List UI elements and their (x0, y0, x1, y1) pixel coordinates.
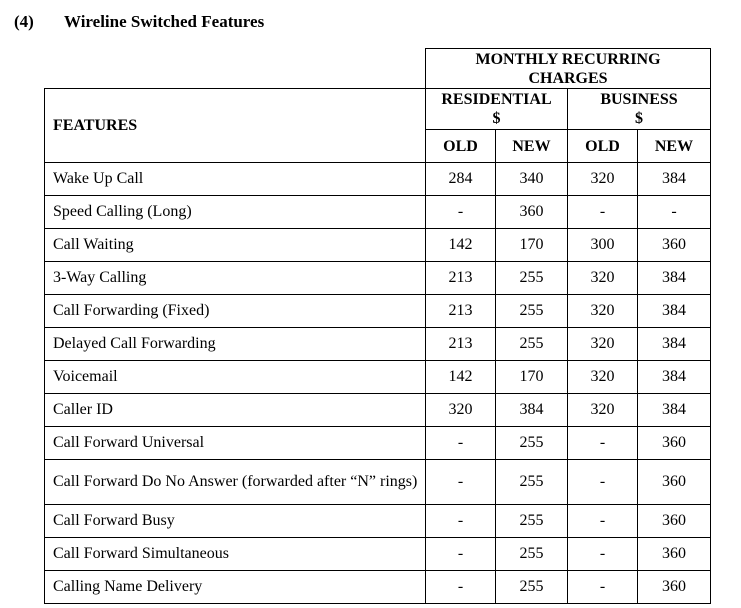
residential-new-cell: 384 (496, 394, 568, 427)
business-old-cell: - (568, 427, 638, 460)
feature-cell: Call Forward Universal (45, 427, 426, 460)
feature-cell: Voicemail (45, 361, 426, 394)
feature-cell: Speed Calling (Long) (45, 196, 426, 229)
features-header: FEATURES (45, 89, 426, 163)
residential-new-cell: 360 (496, 196, 568, 229)
table-row (45, 328, 711, 361)
table-row (45, 505, 711, 538)
feature-cell: Calling Name Delivery (45, 571, 426, 604)
business-old-cell: 320 (568, 295, 638, 328)
residential-old-cell: - (426, 196, 496, 229)
business-old-cell: - (568, 460, 638, 505)
residential-old-cell: 284 (426, 163, 496, 196)
business-old-cell: - (568, 196, 638, 229)
residential-old-cell: - (426, 505, 496, 538)
features-table-container (44, 48, 710, 608)
table-row (45, 196, 711, 229)
feature-cell: Call Forward Do No Answer (forwarded after “N” rings) (45, 460, 426, 505)
section-title: Wireline Switched Features (64, 12, 265, 31)
residential-new-cell: 255 (496, 262, 568, 295)
blank-corner (45, 49, 426, 89)
business-new-cell: 384 (638, 328, 711, 361)
business-old-cell: - (568, 571, 638, 604)
business-old-cell: 300 (568, 229, 638, 262)
table-row (45, 460, 711, 505)
features-table (44, 48, 711, 604)
business-new-cell: 360 (638, 460, 711, 505)
residential-header: RESIDENTIAL $ (426, 89, 568, 130)
business-old-header: OLD (568, 130, 638, 163)
business-new-cell: 384 (638, 262, 711, 295)
residential-new-cell: 255 (496, 505, 568, 538)
business-new-cell: 360 (638, 229, 711, 262)
residential-old-header: OLD (426, 130, 496, 163)
residential-old-cell: - (426, 427, 496, 460)
residential-new-cell: 255 (496, 460, 568, 505)
residential-old-cell: - (426, 571, 496, 604)
feature-cell: Delayed Call Forwarding (45, 328, 426, 361)
residential-old-cell: 213 (426, 295, 496, 328)
table-row (45, 262, 711, 295)
category-header-row (45, 89, 711, 130)
business-new-cell: 360 (638, 538, 711, 571)
table-row (45, 361, 711, 394)
residential-new-cell: 255 (496, 571, 568, 604)
business-old-cell: 320 (568, 262, 638, 295)
group-header-row (45, 49, 711, 89)
business-old-cell: 320 (568, 394, 638, 427)
residential-old-cell: 142 (426, 229, 496, 262)
residential-old-cell: 320 (426, 394, 496, 427)
residential-old-cell: - (426, 460, 496, 505)
residential-old-cell: - (426, 538, 496, 571)
business-new-cell: - (638, 196, 711, 229)
business-new-cell: 360 (638, 505, 711, 538)
residential-old-cell: 213 (426, 328, 496, 361)
residential-new-header: NEW (496, 130, 568, 163)
residential-old-cell: 213 (426, 262, 496, 295)
business-new-cell: 384 (638, 394, 711, 427)
table-row (45, 163, 711, 196)
monthly-recurring-charges-header: MONTHLY RECURRING CHARGES (426, 49, 711, 89)
business-old-cell: - (568, 505, 638, 538)
feature-cell: Caller ID (45, 394, 426, 427)
feature-cell: Call Forward Busy (45, 505, 426, 538)
business-old-cell: 320 (568, 328, 638, 361)
table-row (45, 571, 711, 604)
table-row (45, 538, 711, 571)
business-header: BUSINESS $ (568, 89, 711, 130)
feature-cell: Call Forwarding (Fixed) (45, 295, 426, 328)
business-new-cell: 360 (638, 427, 711, 460)
section-heading (14, 12, 264, 32)
table-row (45, 229, 711, 262)
feature-cell: Call Waiting (45, 229, 426, 262)
business-old-cell: 320 (568, 361, 638, 394)
business-old-cell: 320 (568, 163, 638, 196)
residential-new-cell: 255 (496, 328, 568, 361)
section-number: (4) (14, 12, 34, 31)
residential-new-cell: 255 (496, 427, 568, 460)
residential-new-cell: 170 (496, 361, 568, 394)
business-new-cell: 384 (638, 361, 711, 394)
business-new-cell: 384 (638, 295, 711, 328)
residential-new-cell: 255 (496, 538, 568, 571)
feature-cell: Call Forward Simultaneous (45, 538, 426, 571)
residential-new-cell: 170 (496, 229, 568, 262)
business-new-cell: 360 (638, 571, 711, 604)
residential-new-cell: 340 (496, 163, 568, 196)
business-old-cell: - (568, 538, 638, 571)
feature-cell: 3-Way Calling (45, 262, 426, 295)
business-new-header: NEW (638, 130, 711, 163)
table-row (45, 427, 711, 460)
table-row (45, 295, 711, 328)
feature-cell: Wake Up Call (45, 163, 426, 196)
residential-old-cell: 142 (426, 361, 496, 394)
business-new-cell: 384 (638, 163, 711, 196)
residential-new-cell: 255 (496, 295, 568, 328)
table-row (45, 394, 711, 427)
